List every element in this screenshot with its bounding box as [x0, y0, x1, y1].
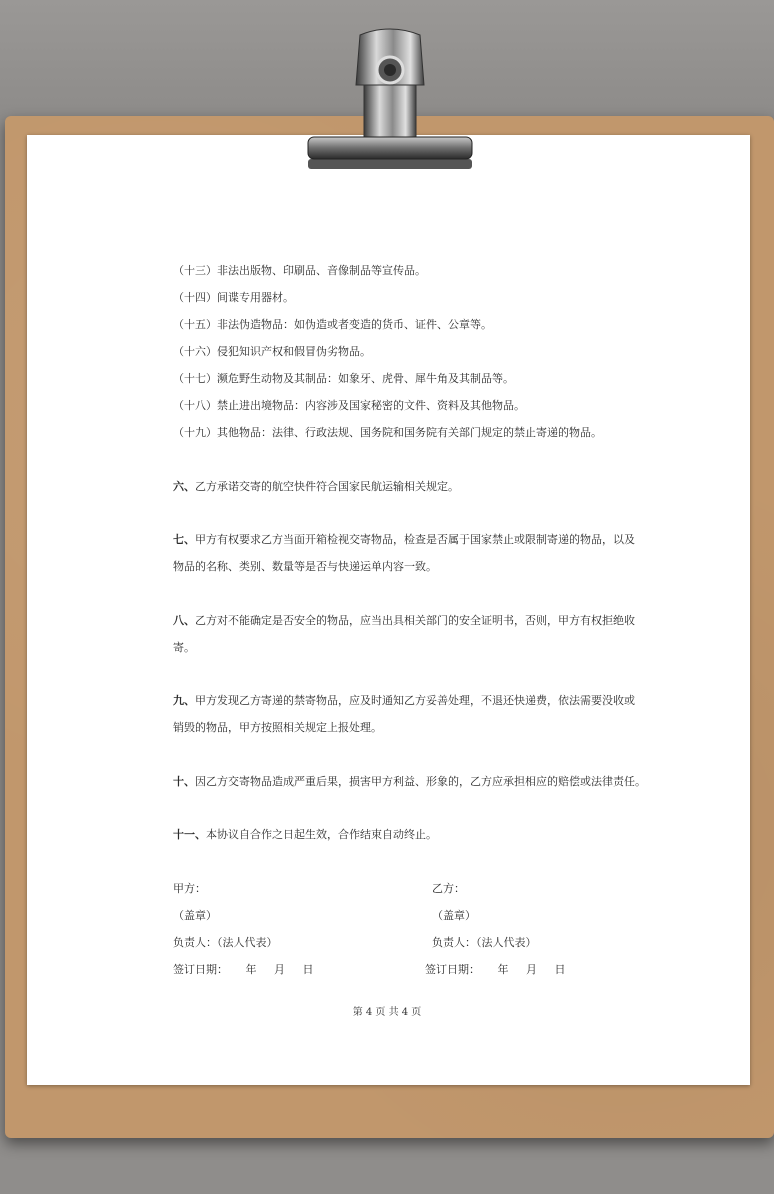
clause-8-cont: 寄。 — [173, 641, 195, 654]
list-item: （十五）非法伪造物品：如伪造或者变造的货币、证件、公章等。 — [173, 318, 492, 331]
clause-number: 十、 — [173, 775, 195, 788]
party-a-date: 签订日期： 年 月 日 — [173, 963, 314, 976]
clause-text: 乙方承诺交寄的航空快件符合国家民航运输相关规定。 — [195, 480, 459, 493]
clause-number: 八、 — [173, 614, 195, 627]
clause-9-cont: 销毁的物品，甲方按照相关规定上报处理。 — [173, 721, 382, 734]
clause-10 — [173, 775, 646, 789]
binder-clip-icon — [300, 25, 480, 185]
clause-6 — [173, 480, 459, 494]
party-b-seal: （盖章） — [432, 909, 476, 922]
clause-text: 甲方有权要求乙方当面开箱检视交寄物品，检查是否属于国家禁止或限制寄递的物品，以及 — [195, 533, 635, 546]
clause-number: 十一、 — [173, 828, 206, 841]
clause-text: 因乙方交寄物品造成严重后果，损害甲方利益、形象的，乙方应承担相应的赔偿或法律责任。 — [195, 775, 646, 788]
party-a-label: 甲方： — [173, 882, 206, 895]
list-item: （十七）濒危野生动物及其制品：如象牙、虎骨、犀牛角及其制品等。 — [173, 372, 514, 385]
page-number: 第 4 页 共 4 页 — [352, 1007, 422, 1018]
party-b-label: 乙方： — [432, 882, 465, 895]
list-item: （十四）间谍专用器材。 — [173, 291, 294, 304]
clause-text: 本协议自合作之日起生效，合作结束自动终止。 — [206, 828, 437, 841]
list-item: （十六）侵犯知识产权和假冒伪劣物品。 — [173, 345, 371, 358]
list-item: （十三）非法出版物、印刷品、音像制品等宣传品。 — [173, 264, 426, 277]
list-item: （十八）禁止进出境物品：内容涉及国家秘密的文件、资料及其他物品。 — [173, 399, 525, 412]
list-item: （十九）其他物品：法律、行政法规、国务院和国务院有关部门规定的禁止寄递的物品。 — [173, 426, 602, 439]
clause-11 — [173, 828, 437, 842]
clause-text: 乙方对不能确定是否安全的物品，应当出具相关部门的安全证明书，否则，甲方有权拒绝收 — [195, 614, 635, 627]
party-b-representative: 负责人：（法人代表） — [432, 936, 537, 949]
clause-7 — [173, 533, 635, 547]
clause-number: 七、 — [173, 533, 195, 546]
clause-text: 甲方发现乙方寄递的禁寄物品，应及时通知乙方妥善处理，不退还快递费，依法需要没收或 — [195, 694, 635, 707]
party-a-representative: 负责人：（法人代表） — [173, 936, 278, 949]
clause-9 — [173, 694, 635, 708]
clause-number: 六、 — [173, 480, 195, 493]
clause-8 — [173, 614, 635, 628]
party-a-seal: （盖章） — [173, 909, 217, 922]
clause-7-cont: 物品的名称、类别、数量等是否与快递运单内容一致。 — [173, 560, 437, 573]
clause-number: 九、 — [173, 694, 195, 707]
party-b-date: 签订日期： 年 月 日 — [425, 963, 566, 976]
